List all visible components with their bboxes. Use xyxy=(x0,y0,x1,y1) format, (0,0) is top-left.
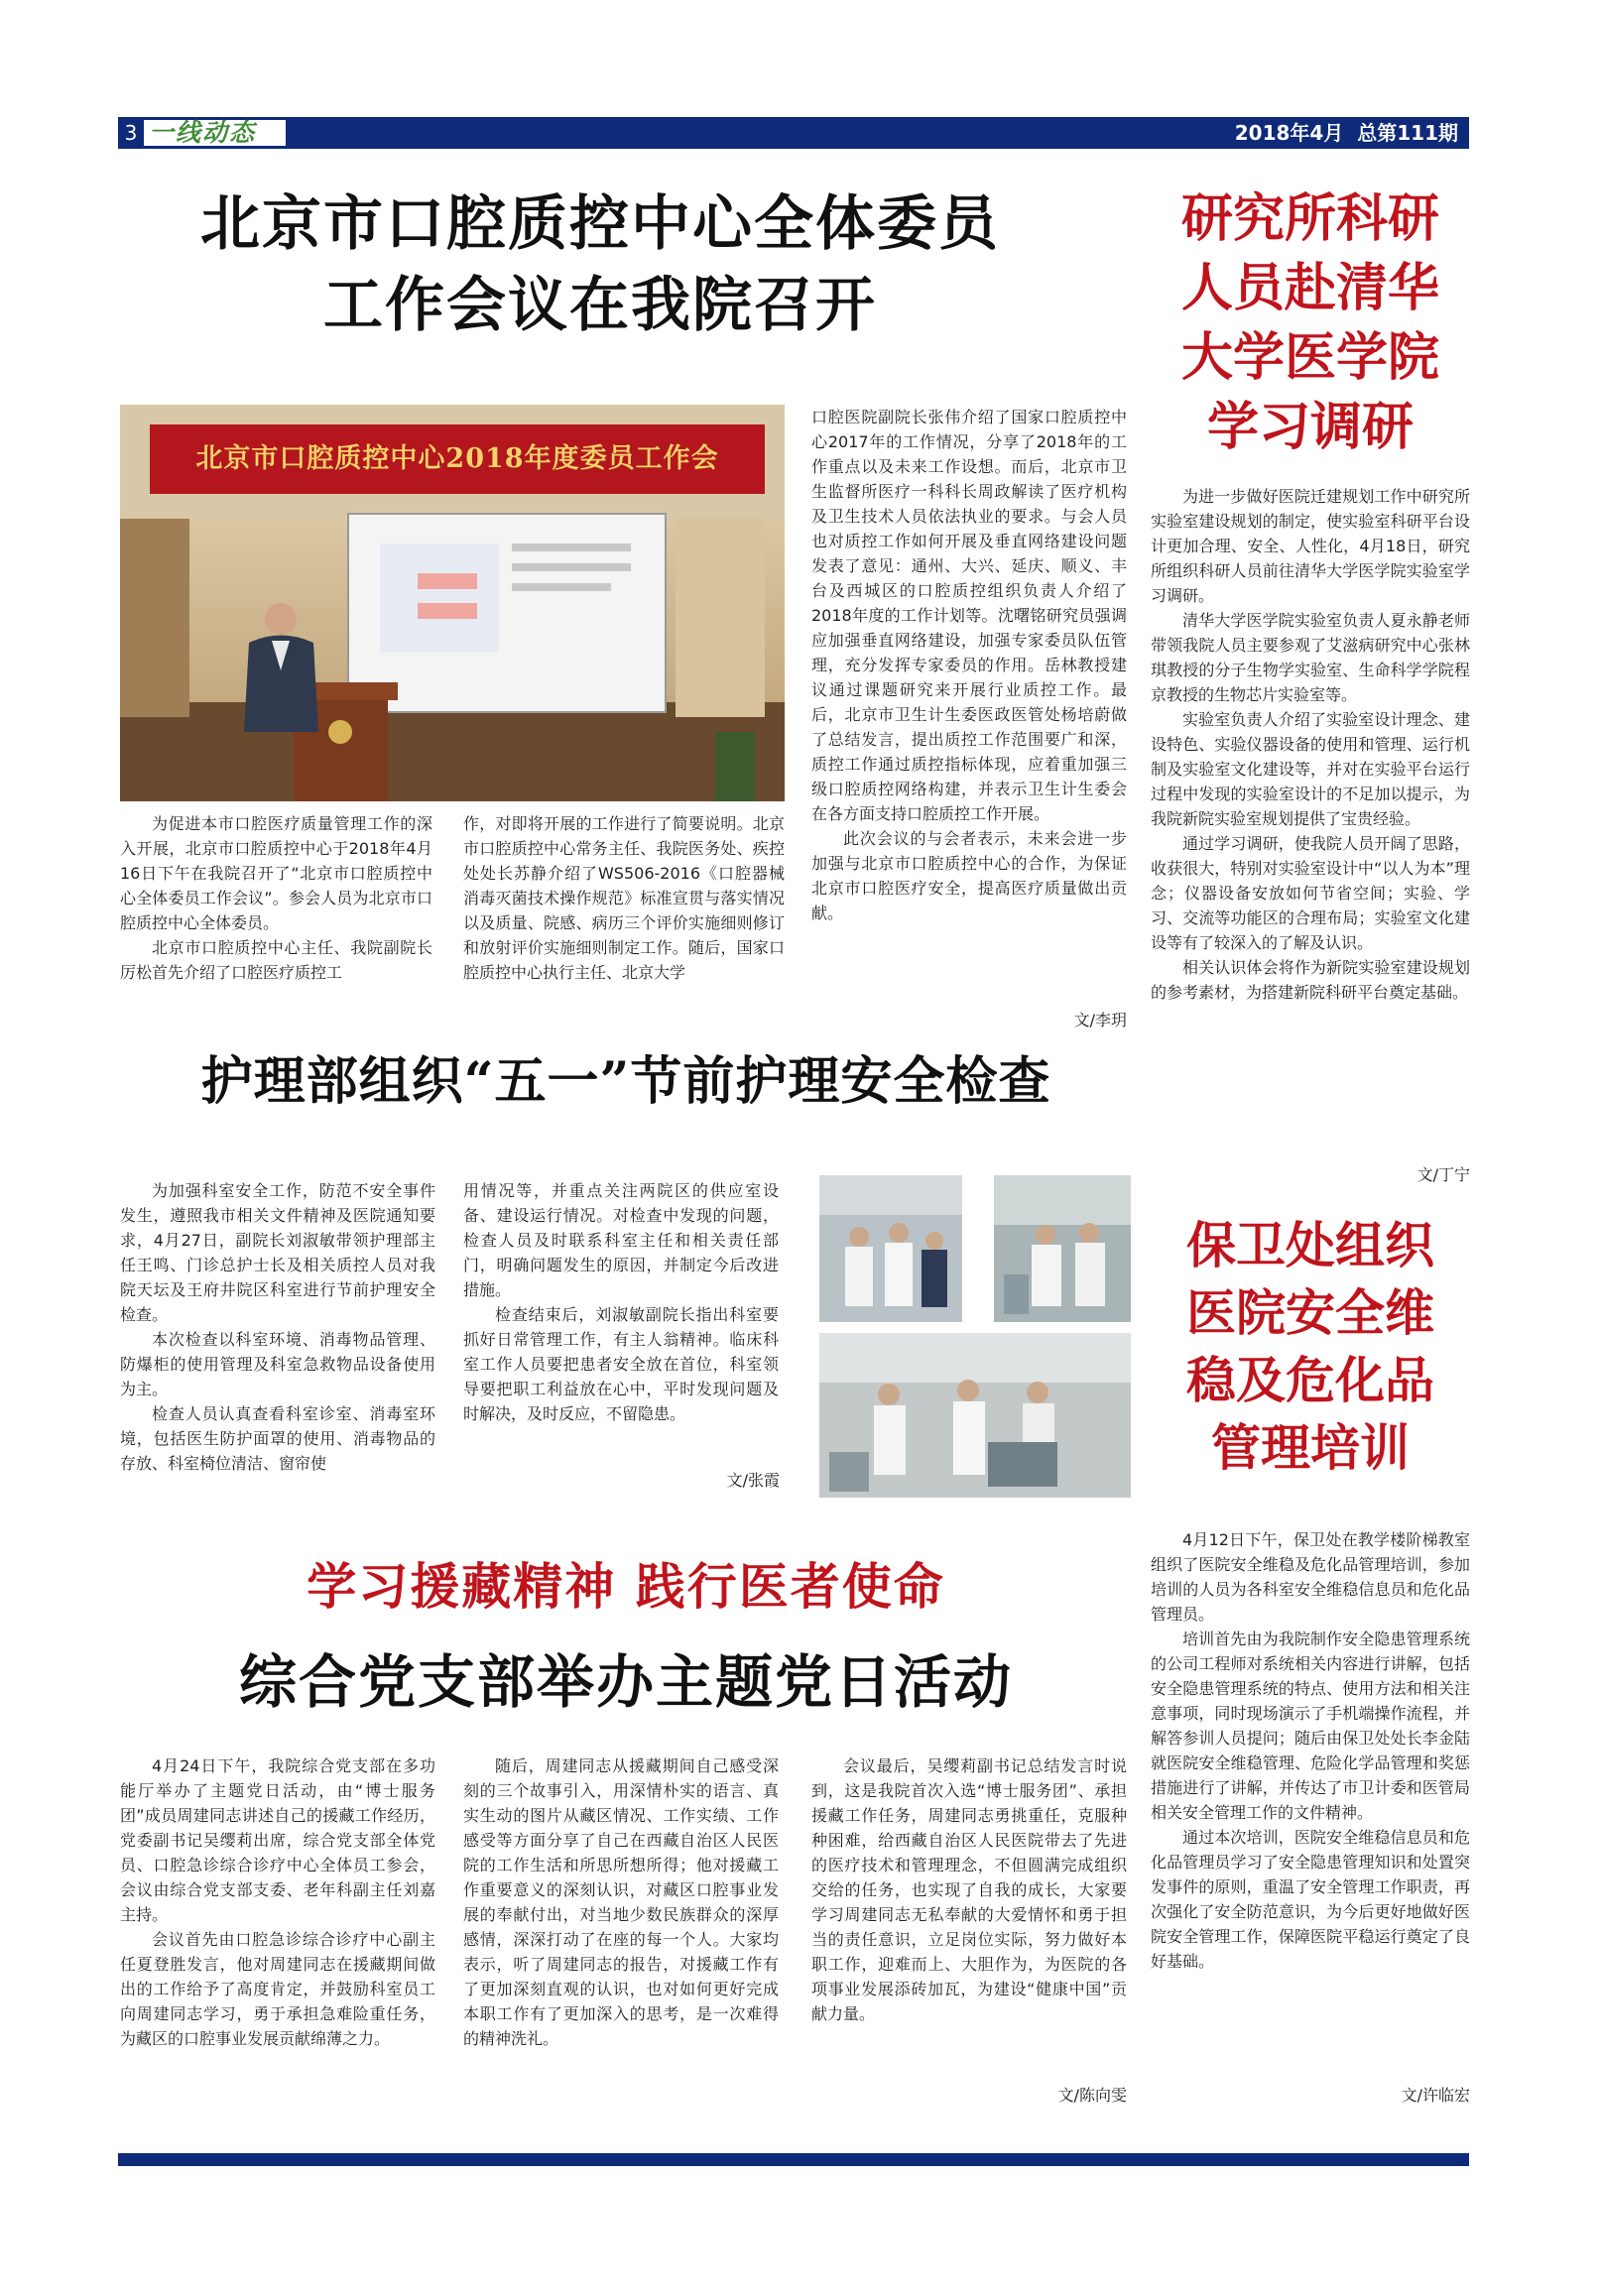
meeting-photo xyxy=(120,405,785,801)
article2-col1-paragraph1: 为加强科室安全工作，防范不安全事件发生，遵照我市相关文件精神及医院通知要求，4月27日，副院长刘淑敏带领护理部主任王鸣、门诊总护士长及相关质控人员对我院天坛及王府井院区科室进行节前护理安全检查。 xyxy=(120,1181,435,1324)
article2-col2-paragraph1: 用情况等，并重点关注两院区的供应室设备、建设运行情况。对检查中发现的问题，检查人员及时联系科室主任和相关责任部门，明确问题发生的原因，并制定今后改进措施。 xyxy=(463,1181,779,1299)
article1-column2 xyxy=(463,811,785,985)
article3-author: 文/陈向雯 xyxy=(1057,2086,1127,2105)
inspection-photo-2 xyxy=(994,1175,1131,1322)
header-page-number: 3 xyxy=(118,117,144,149)
sidebar1-paragraph3: 实验室负责人介绍了实验室设计理念、建设特色、实验仪器设备的使用和管理、运行机制及实验室文化建设等，并对在实验平台运行过程中发现的实验室设计的不足加以提示，为我院新院实验室规划提供了宝贵经验。 xyxy=(1151,710,1470,828)
article1-col3-paragraph2: 此次会议的与会者表示，未来会进一步加强与北京市口腔质控中心的合作，为保证北京市口腔医疗安全，提高医疗质量做出贡献。 xyxy=(811,829,1127,922)
sidebar1-paragraph4: 通过学习调研，使我院人员开阔了思路，收获很大，特别对实验室设计中“以人为本”理念；仪器设备安放如何节省空间；实验、学习、交流等功能区的合理布局；实验室文化建设等有了较深入的了解及认识。 xyxy=(1151,834,1470,952)
article2-col1-paragraph2: 本次检查以科室环境、消毒物品管理、防爆柜的使用管理及科室急救物品设备使用为主。 xyxy=(120,1330,435,1398)
sidebar2-title xyxy=(1151,1212,1470,1482)
sidebar2-paragraph3: 通过本次培训，医院安全维稳信息员和危化品管理员学习了安全隐患管理知识和处置突发事件的原则，重温了安全管理工作职责，再次强化了安全防范意识，为今后更好地做好医院安全管理工作，保障医院平稳运行奠定了良好基础。 xyxy=(1151,1828,1470,1971)
inspection-photo-1 xyxy=(819,1175,962,1322)
article1-column1 xyxy=(120,811,432,985)
sidebar2-body xyxy=(1151,1527,1470,1974)
meeting-banner-text: 北京市口腔质控中心2018年度委员工作会 xyxy=(195,443,719,474)
sidebar1-title-line: 人员赴清华 xyxy=(1180,258,1439,318)
sidebar2-author: 文/许临宏 xyxy=(1401,2086,1470,2105)
article3-column1 xyxy=(120,1753,435,2051)
article3-col1-paragraph2: 会议首先由口腔急诊综合诊疗中心副主任夏登胜发言，他对周建同志在援藏期间做出的工作给予了高度肯定，并鼓励科室员工向周建同志学习，勇于承担急难险重任务，为藏区的口腔事业发展贡献绵薄之力。 xyxy=(120,1930,435,2048)
article1-col2-paragraph: 作，对即将开展的工作进行了简要说明。北京市口腔质控中心常务主任、我院医务处、疾控处处长苏静介绍了WS506-2016《口腔器械消毒灭菌技术操作规范》标准宣贯与落实情况以及质量、院感、病历三个评价实施细则修订和放射评价实施细则制定工作。随后，国家口腔质控中心执行主任、北京大学 xyxy=(463,814,785,982)
inspection-illustration-2 xyxy=(994,1175,1131,1322)
sidebar1-paragraph5: 相关认识体会将作为新院实验室建设规划的参考素材，为搭建新院科研平台奠定基础。 xyxy=(1151,958,1470,1002)
sidebar1-title-line: 学习调研 xyxy=(1206,397,1414,457)
article3-col1-paragraph1: 4月24日下午，我院综合党支部在多功能厅举办了主题党日活动，由“博士服务团”成员周建同志讲述自己的援藏工作经历，党委副书记吴缨莉出席，综合党支部全体党员、口腔急诊综合诊疗中心全体员工参会，会议由综合党支部支委、老年科副主任刘嘉主持。 xyxy=(120,1756,435,1924)
footer-bar xyxy=(118,2153,1469,2166)
sidebar2-title-line: 管理培训 xyxy=(1211,1418,1410,1477)
sidebar1-paragraph2: 清华大学医学院实验室负责人夏永静老师带领我院人员主要参观了艾滋病研究中心张林琪教授的分子生物学实验室、生命科学学院程京教授的生物芯片实验室等。 xyxy=(1151,611,1470,704)
article1-col1-paragraph2: 北京市口腔质控中心主任、我院副院长厉松首先介绍了口腔医疗质控工 xyxy=(120,938,432,982)
sidebar1-body xyxy=(1151,484,1470,1005)
article1-col1-paragraph1: 为促进本市口腔医疗质量管理工作的深入开展，北京市口腔质控中心于2018年4月16日下午在我院召开了“北京市口腔质控中心全体委员工作会议”。参会人员为北京市口腔质控中心全体委员。 xyxy=(120,814,432,932)
article1-column3 xyxy=(811,405,1127,925)
article3-title-black: 综合党支部举办主题党日活动 xyxy=(238,1648,1013,1716)
article3-column2 xyxy=(463,1753,779,2051)
article3-col3-paragraph1: 会议最后，吴缨莉副书记总结发言时说到，这是我院首次入选“博士服务团”、承担援藏工作任务，周建同志勇挑重任，克服种种困难，给西藏自治区人民医院带去了先进的医疗技术和管理理念，不但圆满完成组织交给的任务，也实现了自我的成长，大家要学习周建同志无私奉献的大爱情怀和勇于担当的责任意识，立足岗位实际，努力做好本职工作，迎难而上、大胆作为，为医院的各项事业发展添砖加瓦，为建设“健康中国”贡献力量。 xyxy=(811,1756,1127,2023)
sidebar1-paragraph1: 为进一步做好医院迁建规划工作中研究所实验室建设规划的制定，使实验室科研平台设计更加合理、安全、人性化，4月18日，研究所组织科研人员前往清华大学医学院实验室学习调研。 xyxy=(1151,487,1470,605)
article3-col2-paragraph1: 随后，周建同志从援藏期间自己感受深刻的三个故事引入，用深情朴实的语言、真实生动的图片从藏区情况、工作实绩、工作感受等方面分享了自己在西藏自治区人民医院的工作生活和所思所想所得；他对援藏工作重要意义的深刻认识，对藏区口腔事业发展的奉献付出，对当地少数民族群众的深厚感情，深深打动了在座的每一个人。大家均表示，听了周建同志的报告，对援藏工作有了更加深刻直观的认识，也对如何更好完成本职工作有了更加深入的思考，是一次难得的精神洗礼。 xyxy=(463,1756,779,2048)
inspection-illustration-3 xyxy=(819,1333,1131,1498)
sidebar1-title xyxy=(1151,184,1470,462)
article1-title-line1: 北京市口腔质控中心全体委员 xyxy=(200,189,1000,259)
sidebar2-paragraph2: 培训首先由为我院制作安全隐患管理系统的公司工程师对系统相关内容进行讲解，包括安全隐患管理系统的特点、使用方法和相关注意事项，同时现场演示了手机端操作流程，并解答参训人员提问；随后由保卫处处长李金陆就医院安全维稳管理、危险化学品管理和奖惩措施进行了讲解，并传达了市卫计委和医管局相关安全管理工作的文件精神。 xyxy=(1151,1630,1470,1822)
header-issue: 2018年4月 总第111期 xyxy=(1234,121,1458,145)
article1-title-line2: 工作会议在我院召开 xyxy=(323,271,877,340)
sidebar1-title-line: 研究所科研 xyxy=(1180,188,1439,249)
sidebar2-title-line: 稳及危化品 xyxy=(1186,1351,1434,1409)
article2-author: 文/张霞 xyxy=(726,1471,780,1490)
sidebar2-paragraph1: 4月12日下午，保卫处在教学楼阶梯教室组织了医院安全维稳及危化品管理培训，参加培训的人员为各科室安全维稳信息员和危化品管理员。 xyxy=(1151,1530,1470,1624)
inspection-photo-3 xyxy=(819,1333,1131,1498)
article3-title-red: 学习援藏精神 践行医者使命 xyxy=(307,1557,945,1616)
article2-column2 xyxy=(463,1178,779,1426)
article1-author: 文/李玥 xyxy=(1073,1011,1127,1029)
sidebar1-author: 文/丁宁 xyxy=(1416,1165,1470,1184)
article2-column1 xyxy=(120,1178,435,1476)
sidebar2-title-line: 保卫处组织 xyxy=(1186,1216,1434,1274)
header-section-label: 一线动态 xyxy=(149,118,257,147)
sidebar2-title-line: 医院安全维 xyxy=(1186,1283,1434,1342)
article1-col3-paragraph1: 口腔医院副院长张伟介绍了国家口腔质控中心2017年的工作情况，分享了2018年的工作重点以及未来工作设想。而后，北京市卫生监督所医疗一科科长周政解读了医疗机构及卫生技术人员依法执业的要求。与会人员也对质控工作如何开展及垂直网络建设问题发表了意见：通州、大兴、延庆、顺义、丰台及西城区的口腔质控组织负责人介绍了2018年度的工作计划等。沈曙铭研究员强调应加强垂直网络建设，加强专家委员队伍管理，充分发挥专家委员的作用。岳林教授建议通过课题研究来开展行业质控工作。最后，北京市卫生计生委医政医管处杨培蔚做了总结发言，提出质控工作范围要广和深，质控工作通过质控指标体现，应着重加强三级口腔质控网络构建，并表示卫生计生委会在各方面支持口腔质控工作开展。 xyxy=(811,408,1127,823)
article3-column3 xyxy=(811,1753,1127,2026)
article2-col1-paragraph3: 检查人员认真查看科室诊室、消毒室环境，包括医生防护面罩的使用、消毒物品的存放、科室椅位清洁、窗帘使 xyxy=(120,1404,435,1473)
article2-col2-paragraph2: 检查结束后，刘淑敏副院长指出科室要抓好日常管理工作，有主人翁精神。临床科室工作人员要把患者安全放在首位，科室领导要把职工利益放在心中，平时发现问题及时解决，及时反应，不留隐患。 xyxy=(463,1305,779,1423)
sidebar1-title-line: 大学医学院 xyxy=(1180,327,1439,388)
article2-title: 护理部组织“五一”节前护理安全检查 xyxy=(200,1051,1051,1112)
inspection-illustration-1 xyxy=(819,1175,962,1322)
